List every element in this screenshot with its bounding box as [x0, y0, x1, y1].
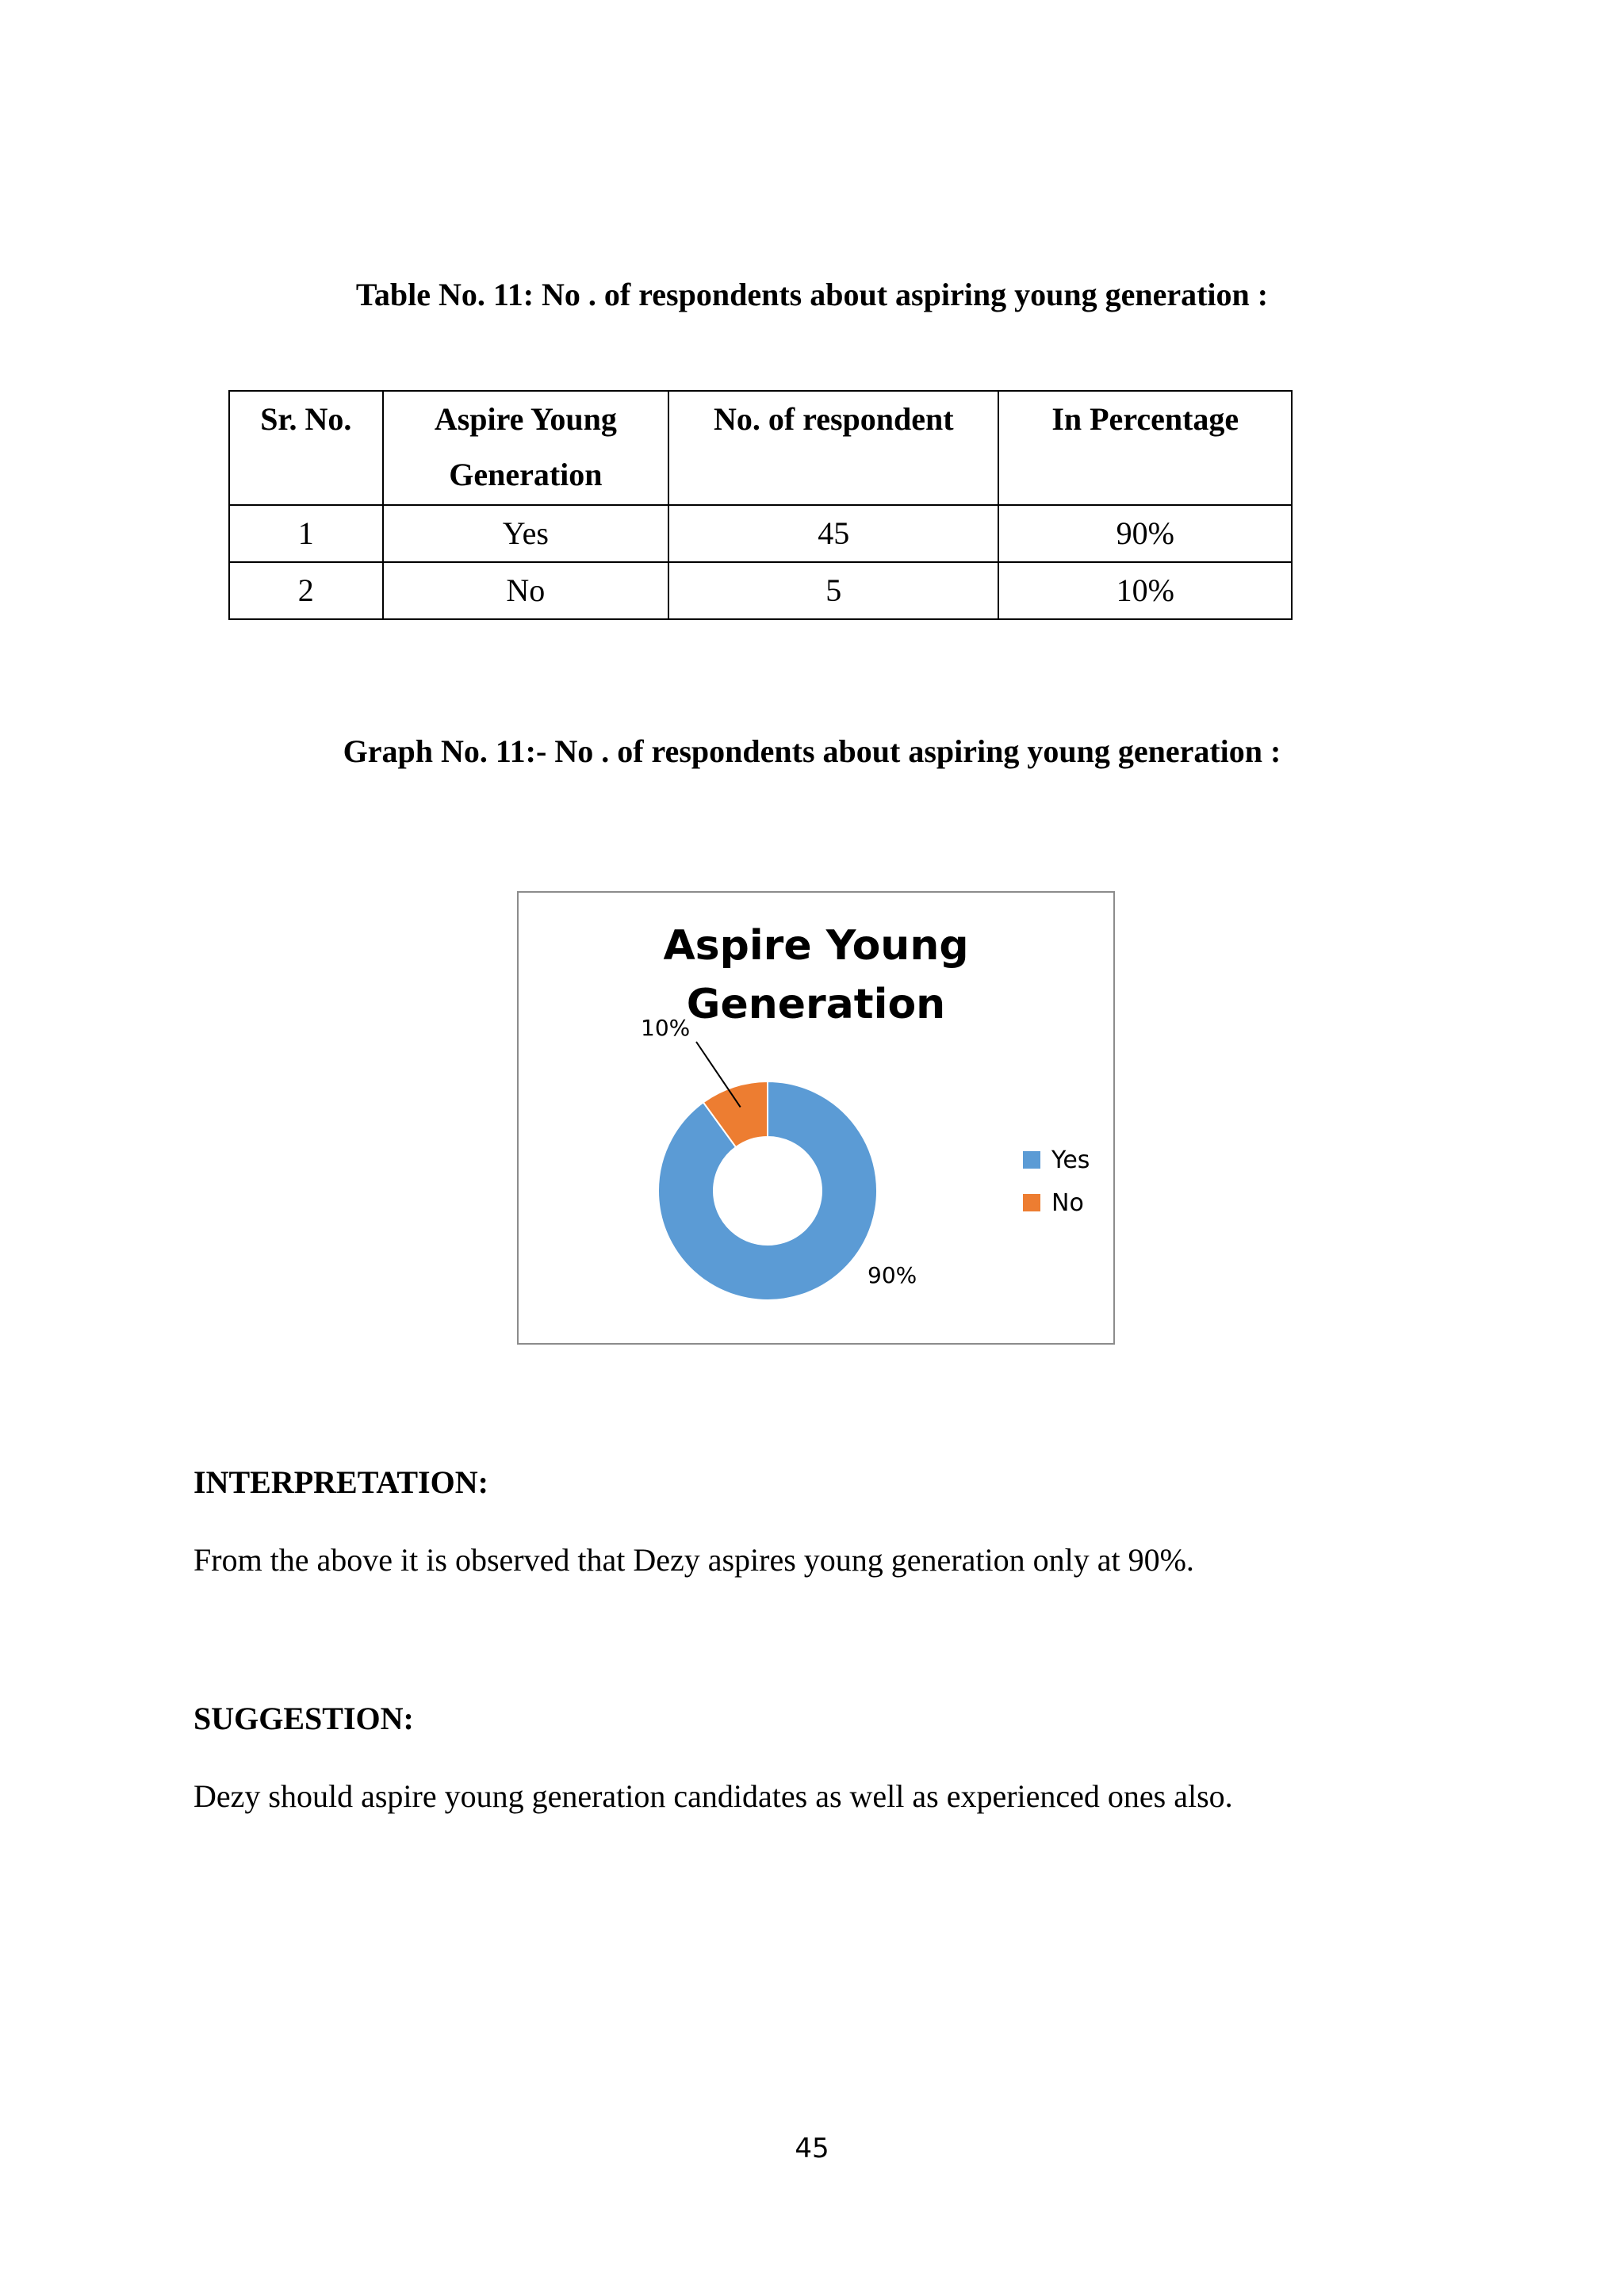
header-aspire-line1: Aspire Young — [434, 401, 617, 437]
legend-item-yes — [1023, 1138, 1090, 1181]
respondents-table — [228, 390, 1293, 620]
cell-sr-no: 1 — [229, 505, 383, 562]
graph-title: Graph No. 11:- No . of respondents about aspiring young generation : — [343, 733, 1281, 769]
table-header-row — [229, 391, 1292, 505]
cell-respondents: 45 — [668, 505, 998, 562]
data-label-yes: 90% — [868, 1262, 917, 1288]
table-title: Table No. 11: No . of respondents about aspiring young generation : — [355, 277, 1269, 312]
header-in-percentage: In Percentage — [998, 391, 1292, 505]
chart-title-line1: Aspire Young — [663, 922, 969, 970]
cell-aspire: No — [383, 562, 669, 619]
cell-percentage: 90% — [998, 505, 1292, 562]
interpretation-heading: INTERPRETATION: — [193, 1464, 488, 1500]
cell-respondents: 5 — [668, 562, 998, 619]
suggestion-text: Dezy should aspire young generation candidates as well as experienced ones also. — [193, 1778, 1233, 1814]
table-row — [229, 562, 1292, 619]
legend-swatch-yes — [1023, 1151, 1040, 1169]
header-no-of-respondent: No. of respondent — [668, 391, 998, 505]
data-label-no: 10% — [641, 1015, 691, 1041]
table-row — [229, 505, 1292, 562]
chart-plot-area — [519, 893, 1113, 1343]
header-aspire-line2: Generation — [449, 457, 603, 492]
cell-sr-no: 2 — [229, 562, 383, 619]
doughnut-chart — [517, 891, 1115, 1345]
legend-item-no — [1023, 1181, 1090, 1224]
legend-label-yes: Yes — [1051, 1146, 1090, 1174]
cell-percentage: 10% — [998, 562, 1292, 619]
legend-swatch-no — [1023, 1194, 1040, 1211]
chart-title-line2: Generation — [686, 981, 946, 1028]
header-sr-no: Sr. No. — [229, 391, 383, 505]
legend-label-no: No — [1051, 1188, 1084, 1217]
cell-aspire: Yes — [383, 505, 669, 562]
chart-legend — [1023, 1138, 1090, 1224]
interpretation-text: From the above it is observed that Dezy aspires young generation only at 90%. — [193, 1542, 1194, 1578]
page-number: 45 — [795, 2133, 829, 2164]
header-aspire-young-generation — [383, 391, 669, 505]
suggestion-heading: SUGGESTION: — [193, 1701, 414, 1736]
